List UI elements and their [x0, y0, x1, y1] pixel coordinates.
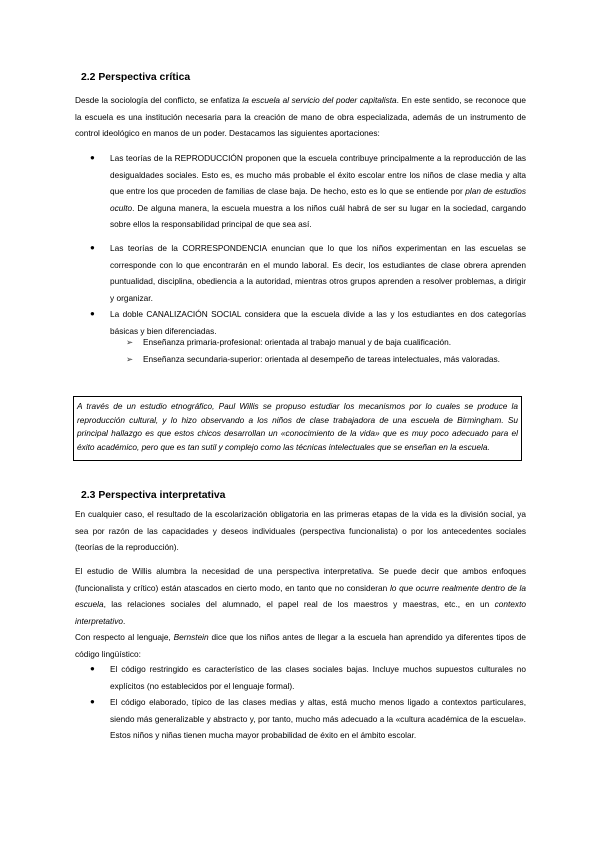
bullet-reproduccion: Las teorías de la REPRODUCCIÓN proponen que la escuela contribuye principalmente a la reproducción de las desigualdades sociales. Esto es, es mucho más probable el éxito escolar entre los niños de clase media y alta que entre los que proceden de familias de clase baja. De hecho, esto es lo que se entiende por plan de estudios oculto. De alguna manera, la escuela muestra a los niños cuál habrá de ser su lugar en la sociedad, cargando sobre ellos la responsabilidad principal de que sea así.	[110, 153, 526, 230]
bullet-dot-icon: ●	[90, 243, 95, 252]
section-heading-perspectiva-critica: 2.2 Perspectiva crítica	[81, 72, 191, 83]
willis-callout-text: A través de un estudio etnográfico, Paul Willis se propuso estudiar los mecanismos por lo cuales se produce la reproducción cultural, y lo hizo observando a los niños de clase trabajadora de una escuela de Birmingham. Su principal hallazgo es que estos chicos desarrollan un «conocimiento de la vida» que es muy poco adecuado para el éxito académico, pero que es tan sutil y complejo como las técnicas intelectuales que se enseñan en la escuela.	[77, 401, 518, 452]
paragraph-willis: El estudio de Willis alumbra la necesidad de una perspectiva interpretativa. Se puede decir que ambos enfoques (funcionalista y crítico) están atascados en cierto modo, en tanto que no consideran lo que ocurre realmente dentro de la escuela, las relaciones sociales del alumnado, el papel real de los maestros y maestras, etc., en un contexto interpretativo.	[75, 566, 526, 626]
section-heading-perspectiva-interpretativa: 2.3 Perspectiva interpretativa	[81, 490, 226, 501]
arrow-bullet-icon: ➢	[126, 354, 133, 364]
bullet-canalizacion: La doble CANALIZACIÓN SOCIAL considera que la escuela divide a las y los estudiantes en dos categorías básicas y bien diferenciadas.	[110, 309, 526, 336]
bullet-correspondencia: Las teorías de la CORRESPONDENCIA enuncian que lo que los niños experimentan en las escuelas se corresponde con lo que encontrarán en el mundo laboral. Es decir, los estudiantes de clase obrera aprenden puntualidad, disciplina, obediencia a la autoridad, mientras otros grupos aprenden a resolver problemas, a dirigir y organizar.	[110, 243, 526, 303]
bullet-codigo-elaborado: El código elaborado, típico de las clases medias y altas, está mucho menos ligado a contextos particulares, siendo más generalizable y abstracto y, por tanto, mucho más adecuado a la «cultura académica de la escuela». Estos niños y niñas tienen mucha mayor probabilidad de éxito en el ámbito escolar.	[110, 697, 526, 741]
bullet-dot-icon: ●	[90, 697, 95, 706]
arrow-bullet-icon: ➢	[126, 337, 133, 347]
bullet-dot-icon: ●	[90, 153, 95, 162]
paragraph-escolarizacion: En cualquier caso, el resultado de la escolarización obligatoria en las primeras etapas de la vida es la división social, ya sea por razón de las capacidades y deseos individuales (perspectiva funcionalista) o por los antecedentes sociales (teorías de la reproducción).	[75, 509, 526, 553]
paragraph-intro: Desde la sociología del conflicto, se enfatiza la escuela al servicio del poder capitalista. En este sentido, se reconoce que la escuela es una institución necesaria para la creación de mano de obra especializada, además de un instrumento de control ideológico en manos de un poder. Destacamos las siguientes aportaciones:	[75, 95, 526, 139]
bullet-dot-icon: ●	[90, 664, 95, 673]
subitem-primaria: Enseñanza primaria-profesional: orientada al trabajo manual y de baja cualificación.	[143, 337, 452, 347]
willis-callout-box	[73, 396, 522, 461]
subitem-secundaria: Enseñanza secundaria-superior: orientada al desempeño de tareas intelectuales, más valoradas.	[143, 354, 500, 364]
bullet-dot-icon: ●	[90, 309, 95, 318]
paragraph-bernstein: Con respecto al lenguaje, Bernstein dice que los niños antes de llegar a la escuela han aprendido ya diferentes tipos de código lingüístico:	[75, 632, 526, 659]
bullet-codigo-restringido: El código restringido es característico de las clases sociales bajas. Incluye muchos supuestos culturales no explícitos (no establecidos por el lenguaje formal).	[110, 664, 526, 691]
